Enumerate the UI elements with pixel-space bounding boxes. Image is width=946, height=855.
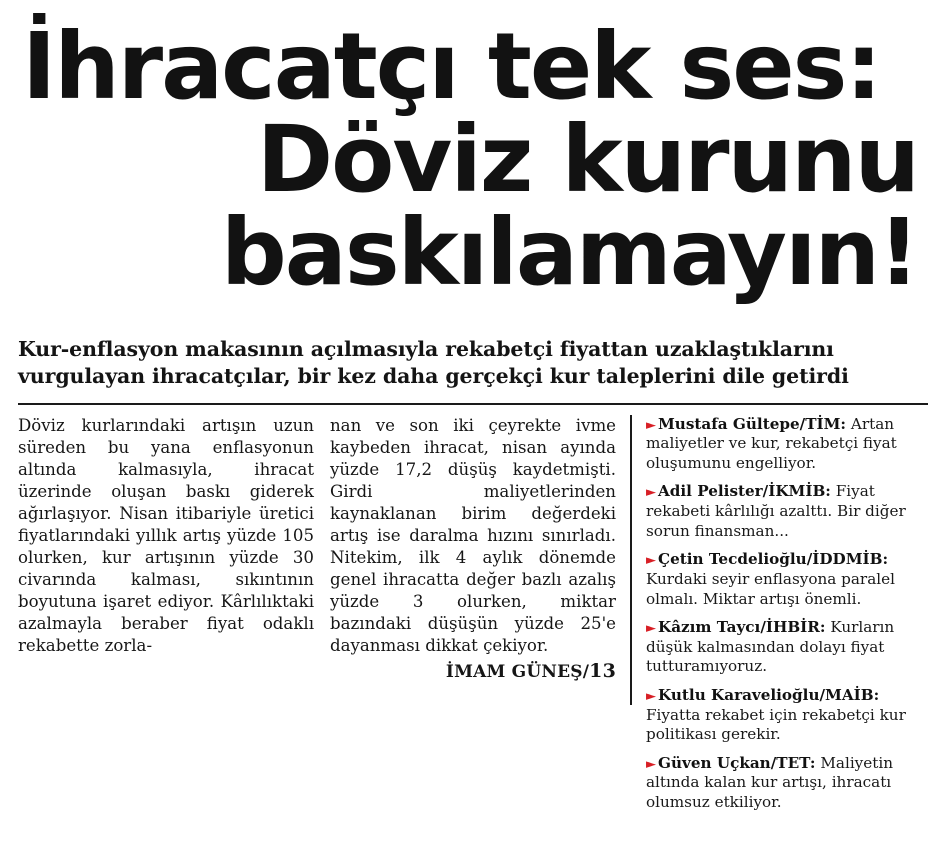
quote-text-2: Fiyat rekabeti kârlılığı azalttı. Bir diğer sorun finansman... <box>646 482 906 540</box>
quote-text-1: Artan maliyetler ve kur, rekabetçi fiyat oluşumunu engelliyor. <box>646 414 897 472</box>
triangle-bullet-icon: ► <box>646 756 656 772</box>
quote-text-3: Kurdaki seyir enflasyona paralel olmalı. Miktar artışı önemli. <box>646 569 895 608</box>
triangle-bullet-icon: ► <box>646 621 656 637</box>
headline-line-2: Döviz kurunu <box>256 106 918 214</box>
quote-text-4: Kurların düşük kalmasından dolayı fiyat tutturamıyoruz. <box>646 618 895 676</box>
triangle-bullet-icon: ► <box>646 553 656 569</box>
triangle-bullet-icon: ► <box>646 417 656 433</box>
deck-line-1: Kur-enflasyon makasının açılmasıyla rekabetçi fiyattan uzaklaştıklarını <box>18 336 834 361</box>
list-item <box>646 754 920 813</box>
quote-text-6: Maliyetin altında kalan kur artışı, ihracatı olumsuz etkiliyor. <box>646 753 893 811</box>
quotes-sidebar <box>630 414 920 811</box>
quote-author-4: Kâzım Taycı/İHBİR: <box>658 618 826 637</box>
page-title <box>18 13 928 307</box>
triangle-bullet-icon: ► <box>646 485 656 501</box>
headline-line-1: İhracatçı tek ses: <box>22 13 881 120</box>
list-item <box>646 686 920 745</box>
body-column-2-text: nan ve son iki çeyrekte ivme kaybeden ihracat, nisan ayında yüzde 17,2 düşüş kaydetmişti. Girdi maliyetlerinden kaynaklanan birim değerdeki artış ise daralma hızını sınırladı. Nitekim, ilk 4 aylık dönemde genel ihracatta değer bazlı azalış yüzde 3 olurken, miktar bazındaki düşüşün yüzde 25'e dayanması dikkat çekiyor. <box>330 415 616 656</box>
quote-text-5: Fiyatta rekabet için rekabetçi kur politikası gerekir. <box>646 705 906 744</box>
list-item <box>646 415 920 474</box>
quote-author-5: Kutlu Karavelioğlu/MAİB: <box>658 685 880 704</box>
triangle-bullet-icon: ► <box>646 688 656 704</box>
quote-author-6: Güven Uçkan/TET: <box>658 753 816 772</box>
article-body <box>18 414 928 811</box>
byline <box>330 659 616 684</box>
body-column-2 <box>330 415 630 705</box>
quote-author-2: Adil Pelister/İKMİB: <box>658 482 831 501</box>
headline-line-3: baskılamayın! <box>220 199 918 307</box>
quote-author-1: Mustafa Gültepe/TİM: <box>658 414 847 433</box>
byline-page-number: 13 <box>589 660 616 683</box>
list-item <box>646 482 920 541</box>
horizontal-divider <box>18 403 928 405</box>
body-column-1: Döviz kurlarındaki artışın uzun süreden bu yana enflasyonun altında kalmasıyla, ihracat üzerinde oluşan baskı giderek ağırlaşıyor. Nisan itibariyle üretici fiyatlarındaki yıllık artış yüzde 105 olurken, kur artışının yüzde 30 civarında kalması, sıkıntının boyutuna işaret ediyor. Kârlılıktaki azalmayla beraber fiyat odaklı rekabette zorla- <box>18 415 314 656</box>
deck-line-2: vurgulayan ihracatçılar, bir kez daha gerçekçi kur taleplerini dile getirdi <box>18 364 849 389</box>
list-item <box>646 618 920 677</box>
list-item <box>646 550 920 609</box>
quote-author-3: Çetin Tecdelioğlu/İDDMİB: <box>658 550 889 569</box>
byline-author: İMAM GÜNEŞ/ <box>445 662 590 683</box>
article-deck <box>18 336 928 391</box>
